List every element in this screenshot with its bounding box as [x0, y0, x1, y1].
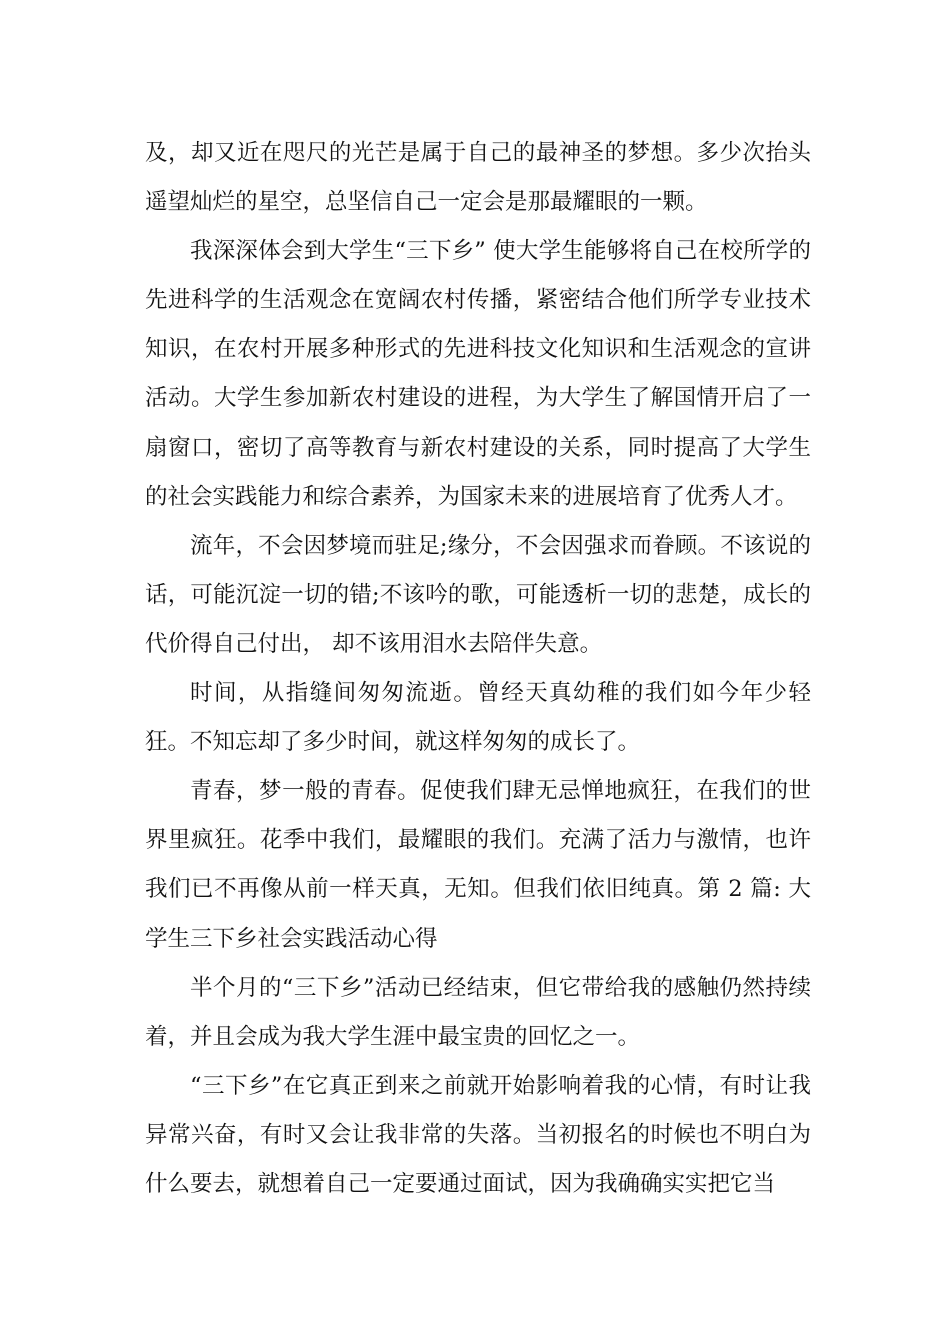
paragraph: 时间，从指缝间匆匆流逝。曾经天真幼稚的我们如今年少轻狂。不知忘却了多少时间，就这样匆匆的成长了。	[145, 680, 811, 756]
paragraph: 半个月的“三下乡”活动已经结束，但它带给我的感触仍然持续着，并且会成为我大学生涯中最宝贵的回忆之一。	[145, 974, 811, 1050]
paragraph: 青春，梦一般的青春。促使我们肆无忌惮地疯狂，在我们的世界里疯狂。花季中我们，最耀眼的我们。充满了活力与激情，也许我们已不再像从前一样天真，无知。但我们依旧纯真。第 2 篇: 大学生三下乡社会实践活动心得	[145, 778, 811, 952]
body-text	[145, 129, 811, 1209]
paragraph: 流年，不会因梦境而驻足;缘分，不会因强求而眷顾。不该说的话，可能沉淀一切的错;不该吟的歌，可能透析一切的悲楚，成长的代价得自己付出， 却不该用泪水去陪伴失意。	[145, 532, 811, 657]
paragraph: “三下乡”在它真正到来之前就开始影响着我的心情，有时让我异常兴奋，有时又会让我非常的失落。当初报名的时候也不明白为什么要去，就想着自己一定要通过面试，因为我确确实实把它当	[145, 1072, 811, 1197]
paragraph: 我深深体会到大学生“三下乡” 使大学生能够将自己在校所学的先进科学的生活观念在宽阔农村传播，紧密结合他们所学专业技术知识，在农村开展多种形式的先进科技文化知识和生活观念的宣讲活动。大学生参加新农村建设的进程，为大学生了解国情开启了一扇窗口，密切了高等教育与新农村建设的关系，同时提高了大学生的社会实践能力和综合素养，为国家未来的进展培育了优秀人才。	[145, 238, 811, 510]
paragraph: 及，却又近在咫尺的光芒是属于自己的最神圣的梦想。多少次抬头遥望灿烂的星空，总坚信自己一定会是那最耀眼的一颗。	[145, 140, 811, 216]
